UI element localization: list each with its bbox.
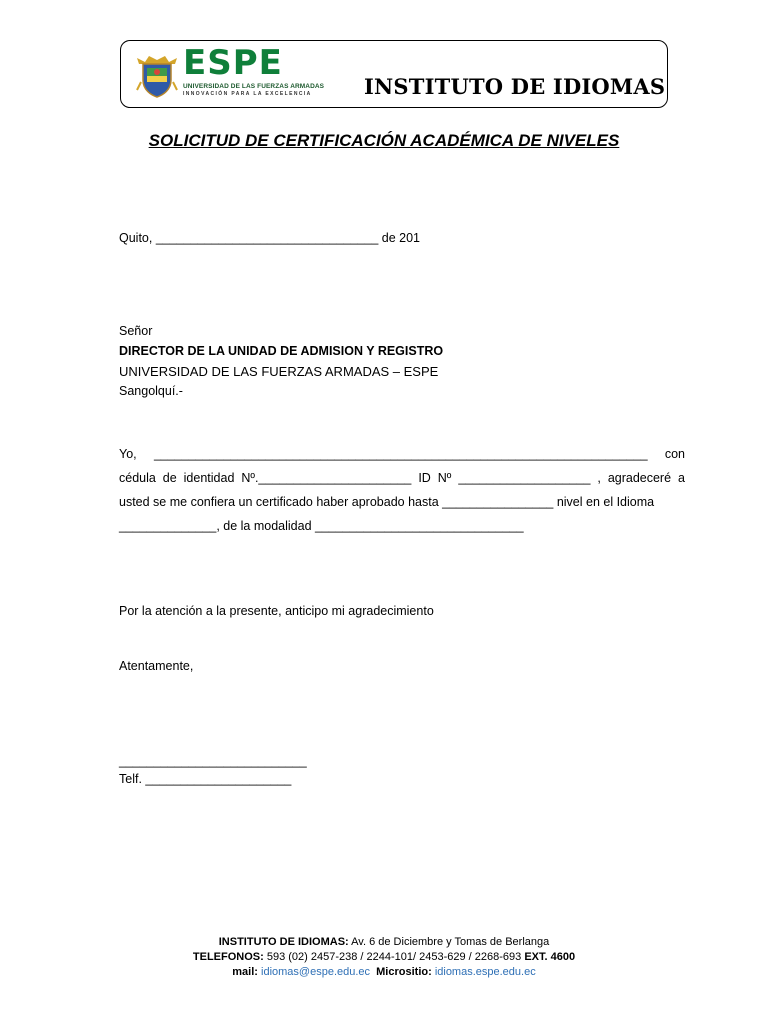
email-link[interactable]: idiomas@espe.edu.ec (261, 966, 371, 978)
footer-text: Av. 6 de Diciembre y Tomas de Berlanga (348, 936, 550, 948)
logo-tagline: INNOVACIÓN PARA LA EXCELENCIA (183, 91, 312, 97)
footer-phones (0, 951, 768, 963)
paragraph-line (119, 490, 685, 514)
paragraph-line (119, 466, 685, 490)
microsite-link[interactable]: idiomas.espe.edu.ec (434, 966, 536, 978)
footer-contact (0, 966, 768, 978)
paragraph-line (119, 514, 685, 538)
word: identidad (183, 471, 235, 485)
word: con (664, 447, 685, 461)
id-number-blank: Nº.______________________ (241, 471, 412, 485)
signature-line: ___________________________ (119, 754, 307, 768)
name-blank: _______________________________________________________________________ (153, 447, 648, 461)
word: , (597, 471, 601, 485)
line-text: ______________, de la modalidad ______________________________ (119, 519, 524, 533)
word: cédula (119, 471, 156, 485)
footer-label: INSTITUTO DE IDIOMAS: (218, 936, 349, 948)
footer-label: Micrositio: (370, 966, 435, 978)
document-title: SOLICITUD DE CERTIFICACIÓN ACADÉMICA DE NIVELES (148, 131, 620, 150)
word: de (162, 471, 177, 485)
sign-off: Atentamente, (119, 659, 194, 673)
logo-wordmark: ESPE (183, 43, 283, 83)
paragraph-line (119, 442, 685, 466)
recipient-name: DIRECTOR DE LA UNIDAD DE ADMISION Y REGISTRO (119, 344, 444, 358)
phone-line: Telf. _____________________ (119, 772, 292, 786)
logo-subtitle: UNIVERSIDAD DE LAS FUERZAS ARMADAS (183, 83, 325, 90)
word: Nº (437, 471, 452, 485)
closing-line: Por la atención a la presente, anticipo mi agradecimiento (119, 604, 434, 618)
footer-address (0, 936, 768, 948)
footer-text: 593 (02) 2457-238 / 2244-101/ 2453-629 / 2268-693 (263, 951, 525, 963)
word: a (678, 471, 685, 485)
footer-label: mail: (232, 966, 262, 978)
date-line: Quito, ________________________________ de 201 (119, 231, 420, 245)
espe-crest-icon (135, 50, 179, 98)
salutation: Señor (119, 324, 153, 338)
institute-title: INSTITUTO DE IDIOMAS (364, 74, 666, 99)
word: ID (418, 471, 431, 485)
footer-label: TELEFONOS: (192, 951, 264, 963)
student-id-blank: ___________________ (458, 471, 591, 485)
line-text: usted se me confiera un certificado haber aprobado hasta ________________ nivel en el Idioma (119, 495, 655, 509)
recipient-city: Sangolquí.- (119, 384, 183, 398)
footer-ext: EXT. 4600 (524, 951, 576, 963)
word: Yo, (119, 447, 137, 461)
word: agradeceré (607, 471, 672, 485)
recipient-org: UNIVERSIDAD DE LAS FUERZAS ARMADAS – ESPE (119, 364, 439, 379)
request-paragraph (119, 442, 685, 538)
